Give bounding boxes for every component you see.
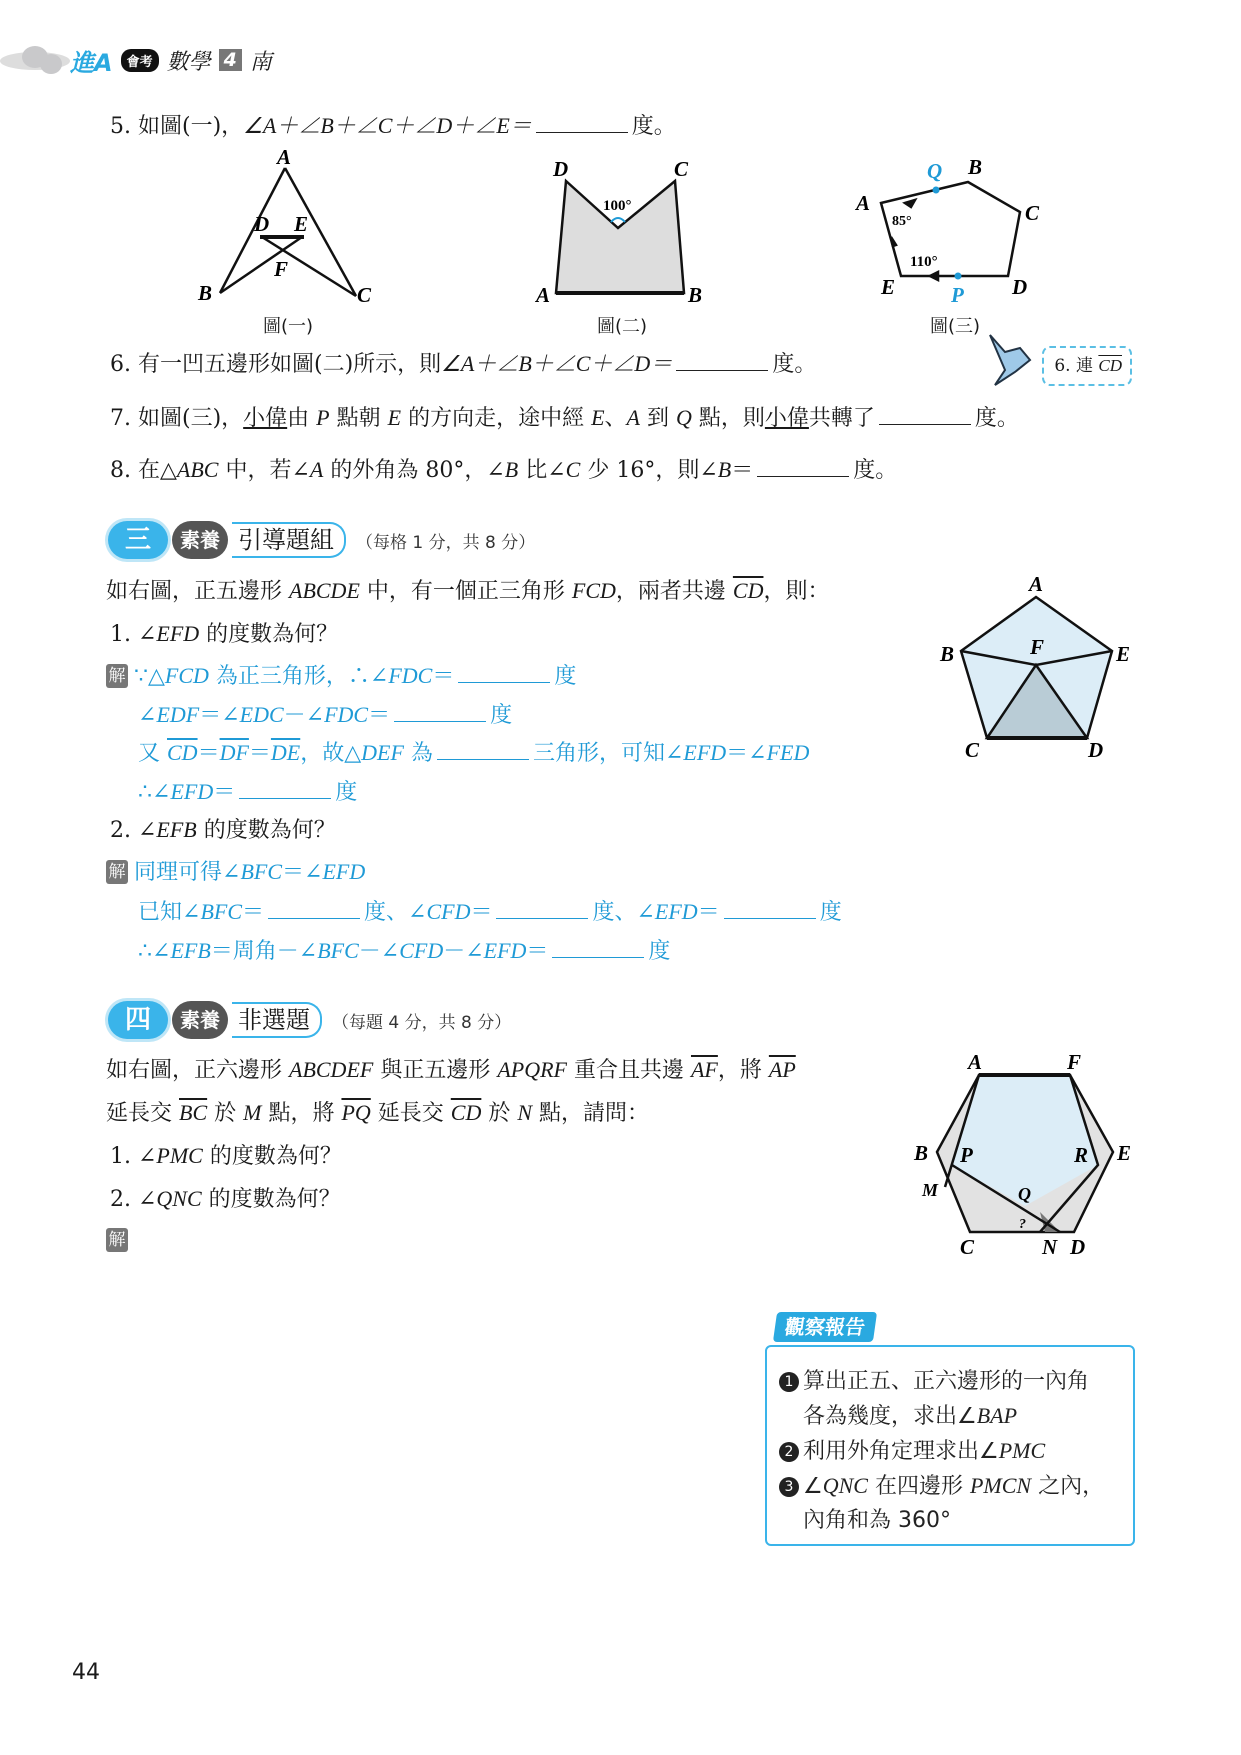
figure-3 xyxy=(881,182,1020,280)
text: 的方向走，途中經 xyxy=(401,406,592,431)
fig2-label-b: B xyxy=(688,283,703,307)
math-text: ∠A＋∠B＋∠C＋∠D＝ xyxy=(441,351,673,376)
logo-sub: 會考 xyxy=(121,49,159,72)
text: 度、∠ xyxy=(592,900,655,925)
question-7 xyxy=(110,402,1019,434)
text: 度 xyxy=(819,900,842,925)
math-text: M xyxy=(243,1100,262,1125)
text: 由 xyxy=(287,406,317,431)
math-text: N xyxy=(517,1100,533,1125)
solution-1-line-1 xyxy=(106,660,576,692)
fig1-label-d: D xyxy=(254,212,270,236)
text: ＝ xyxy=(432,664,455,689)
math-text: FCD xyxy=(164,663,209,688)
math-text: P xyxy=(316,405,330,430)
proper-name: 小偉 xyxy=(764,406,809,431)
text: 6. 有一凹五邊形如圖(二)所示，則 xyxy=(110,352,442,377)
observation-item: 2 利用外角定理求出∠PMC xyxy=(779,1434,1123,1469)
segment-label: $\overline{BC}$ xyxy=(179,1100,208,1125)
answer-blank[interactable] xyxy=(724,896,816,919)
caption-fig1: 圖(一) xyxy=(263,316,314,337)
answer-blank[interactable] xyxy=(676,348,768,371)
section-4-intro-2 xyxy=(106,1098,649,1129)
section-points: （每格 1 分，共 8 分） xyxy=(356,532,536,553)
fig1-label-c: C xyxy=(357,283,372,307)
math-text: EFD xyxy=(683,740,727,765)
hex-label-e: E xyxy=(1117,1141,1132,1165)
text: 算出正五、正六邊形的一內角 xyxy=(803,1369,1090,1394)
math-text: EDF xyxy=(156,702,200,727)
bird-icon xyxy=(985,330,1035,390)
literacy-badge: 素養 xyxy=(172,521,228,559)
hint-6 xyxy=(1042,346,1132,386)
observation-title: 觀察報告 xyxy=(773,1312,877,1342)
solution-1-line-4 xyxy=(138,776,357,808)
section-4-solution xyxy=(106,1226,134,1256)
solution-1-line-3 xyxy=(138,737,809,769)
text: 1. ∠ xyxy=(110,1144,157,1169)
text: 共轉了 xyxy=(808,406,875,431)
text: －∠ xyxy=(358,939,400,964)
caption-fig2: 圖(二) xyxy=(597,316,648,337)
text: 於 xyxy=(481,1101,518,1126)
text: ∴∠ xyxy=(138,939,171,964)
hex-label-n: N xyxy=(1042,1235,1058,1259)
math-text: C xyxy=(565,457,581,482)
fig3-label-b: B xyxy=(968,155,983,179)
fig2-angle: 100° xyxy=(603,198,632,214)
hex-label-q: Q xyxy=(1018,1184,1031,1204)
math-text: ABCDEF xyxy=(289,1057,374,1082)
segment-label: $\overline{CD}$ xyxy=(450,1100,482,1125)
text: 已知∠ xyxy=(138,900,201,925)
solution-2-line-2 xyxy=(138,896,842,928)
fig3-label-p: P xyxy=(951,283,964,307)
text: 度 xyxy=(335,780,358,805)
pent-label-d: D xyxy=(1088,738,1104,762)
text: ＝ xyxy=(470,900,493,925)
math-text: FED xyxy=(766,740,810,765)
question-8 xyxy=(110,454,897,486)
observation-item xyxy=(779,1504,1123,1538)
text: ，則： xyxy=(763,579,830,604)
text: 度。 xyxy=(853,458,898,483)
logo: 進A xyxy=(70,48,113,77)
text: ∠ xyxy=(803,1474,823,1499)
math-text: B xyxy=(717,457,732,482)
section-title: 非選題 xyxy=(232,1002,322,1038)
text: 度。 xyxy=(974,406,1019,431)
answer-blank[interactable] xyxy=(757,454,849,477)
text: 點，請問： xyxy=(532,1101,650,1126)
segment-label: $\overline{PQ}$ xyxy=(341,1100,371,1125)
section-4-question-2 xyxy=(110,1184,341,1215)
point-p xyxy=(955,273,962,280)
text: 如右圖，正五邊形 xyxy=(106,579,289,604)
solution-2-line-3 xyxy=(138,935,670,967)
answer-blank[interactable] xyxy=(268,896,360,919)
text: 度。 xyxy=(772,352,817,377)
fig2-label-a: A xyxy=(536,283,551,307)
text: 於 xyxy=(207,1101,244,1126)
pent-label-a: A xyxy=(1029,572,1044,596)
solution-2-line-1 xyxy=(106,857,365,888)
text: 度 xyxy=(648,939,671,964)
text: 在四邊形 xyxy=(867,1474,970,1499)
text: 三角形，可知∠ xyxy=(532,741,684,766)
text: 內角和為 360° xyxy=(803,1508,951,1533)
text: 中，若∠ xyxy=(218,458,310,483)
fig3-label-q: Q xyxy=(927,159,943,183)
math-text: ∠A＋∠B＋∠C＋∠D＋∠E＝ xyxy=(243,113,532,138)
text: ，故△ xyxy=(300,741,362,766)
hex-unknown-angle: ? xyxy=(1019,1217,1026,1232)
text: 、 xyxy=(604,406,627,431)
segment-label: $\overline{CD}$ xyxy=(1098,356,1122,375)
section-title: 引導題組 xyxy=(232,522,346,558)
hex-label-r: R xyxy=(1074,1143,1089,1167)
text: 重合且共邊 xyxy=(566,1058,691,1083)
text: 的度數為何？ xyxy=(199,622,339,647)
hex-label-f: F xyxy=(1067,1050,1082,1074)
hex-label-c: C xyxy=(960,1235,975,1259)
text: 之內， xyxy=(1031,1474,1105,1499)
section-points: （每題 4 分，共 8 分） xyxy=(332,1012,512,1033)
text: ，兩者共邊 xyxy=(615,579,733,604)
solution-label: 解 xyxy=(106,664,128,688)
math-text: A xyxy=(309,457,324,482)
literacy-badge: 素養 xyxy=(172,1001,228,1039)
hex-label-p: P xyxy=(960,1143,973,1167)
fig1-label-f: F xyxy=(274,257,289,281)
text: ∴∠ xyxy=(138,780,171,805)
math-text: EFD xyxy=(322,859,366,884)
proper-name: 小偉 xyxy=(243,406,288,431)
text: 延長交 xyxy=(106,1101,179,1126)
question-6 xyxy=(110,348,816,380)
pent-label-b: B xyxy=(940,642,955,666)
fig3-angle-e: 110° xyxy=(910,254,938,270)
text: ＝∠ xyxy=(282,860,323,885)
text: 為 xyxy=(403,741,433,766)
pent-label-c: C xyxy=(965,738,980,762)
segment-label: $\overline{DE}$ xyxy=(270,740,301,765)
text: 8. 在△ xyxy=(110,458,177,483)
observation-item xyxy=(779,1399,1123,1434)
segment-label: $\overline{DF}$ xyxy=(219,740,249,765)
answer-blank[interactable] xyxy=(496,896,588,919)
segment-label: $\overline{CD}$ xyxy=(167,740,198,765)
math-text: A xyxy=(626,405,640,430)
answer-blank[interactable] xyxy=(552,935,644,958)
section-3-intro xyxy=(106,576,829,607)
answer-blank[interactable] xyxy=(458,660,550,683)
text: ∠ xyxy=(138,703,157,728)
page-number: 44 xyxy=(72,1660,100,1685)
text: ＝ xyxy=(731,458,754,483)
math-text: FDC xyxy=(388,663,433,688)
fig3-label-a: A xyxy=(856,191,871,215)
text: ＝ xyxy=(368,703,391,728)
solution-label: 解 xyxy=(106,860,128,884)
text: 點，則 xyxy=(691,406,765,431)
math-text: EFD xyxy=(654,899,698,924)
text: 1. ∠ xyxy=(110,622,157,647)
text: ＝ xyxy=(242,900,265,925)
section-4-intro-1 xyxy=(106,1055,796,1086)
text: 度。 xyxy=(631,114,676,139)
math-text: B xyxy=(504,457,519,482)
math-text: E xyxy=(387,405,402,430)
fig3-label-e: E xyxy=(881,275,896,299)
section-number: 四 xyxy=(108,1001,168,1039)
text: ＝ xyxy=(213,780,236,805)
pent-label-f: F xyxy=(1030,635,1045,659)
text: －∠ xyxy=(283,703,325,728)
math-text: DEF xyxy=(361,740,404,765)
section-3-header xyxy=(108,520,535,560)
hex-label-a: A xyxy=(968,1050,983,1074)
fig3-angle-a: 85° xyxy=(892,214,912,229)
segment-label: $\overline{CD}$ xyxy=(732,578,764,603)
text: ＝ xyxy=(248,741,271,766)
text: ＝ xyxy=(697,900,720,925)
math-text: EFD xyxy=(170,779,214,804)
text: 利用外角定理求出∠ xyxy=(803,1439,999,1464)
text: 少 16°，則∠ xyxy=(580,458,718,483)
text: 中，有一個正三角形 xyxy=(359,579,572,604)
math-text: EDC xyxy=(239,702,284,727)
math-text: QNC xyxy=(822,1473,868,1498)
math-text: PMC xyxy=(998,1438,1046,1463)
text: 度 xyxy=(554,664,577,689)
math-text: Q xyxy=(676,405,692,430)
text: 7. 如圖(三)， xyxy=(110,406,244,431)
volume: 4 xyxy=(219,49,242,71)
text: 如右圖，正六邊形 xyxy=(106,1058,289,1083)
text: 點，將 xyxy=(261,1101,342,1126)
caption-fig3: 圖(三) xyxy=(930,316,981,337)
text: 度 xyxy=(490,703,513,728)
fig3-label-d: D xyxy=(1012,275,1028,299)
text: 與正五邊形 xyxy=(373,1058,498,1083)
text: 度、∠ xyxy=(364,900,427,925)
text: 2. ∠ xyxy=(110,1187,157,1212)
text: 各為幾度，求出∠ xyxy=(803,1404,977,1429)
fig2-label-c: C xyxy=(674,157,689,181)
hex-label-b: B xyxy=(914,1141,929,1165)
section-3-question-1 xyxy=(110,619,338,650)
observation-box xyxy=(765,1345,1135,1546)
math-text: EFB xyxy=(170,938,211,963)
fig2-label-d: D xyxy=(553,157,569,181)
text: 的度數為何？ xyxy=(196,818,336,843)
text: ＝周角－∠ xyxy=(210,939,318,964)
math-text: PMCN xyxy=(969,1473,1032,1498)
text: 點朝 xyxy=(329,406,388,431)
text: 為正三角形，∴∠ xyxy=(208,664,389,689)
hexagon-figure xyxy=(900,1050,1140,1260)
math-text: CFD xyxy=(426,899,471,924)
text: ＝ xyxy=(526,939,549,964)
text: 比∠ xyxy=(518,458,566,483)
math-text: BFC xyxy=(317,938,359,963)
fig1-label-b: B xyxy=(198,281,213,305)
math-text: EFD xyxy=(483,938,527,963)
point-q xyxy=(933,187,940,194)
pent-label-e: E xyxy=(1116,642,1131,666)
text: 的外角為 80°，∠ xyxy=(323,458,505,483)
math-text: ABCDE xyxy=(289,578,360,603)
publisher: 南 xyxy=(249,49,272,75)
solution-label: 解 xyxy=(106,1228,128,1252)
hex-label-m: M xyxy=(922,1180,939,1200)
fig1-label-a: A xyxy=(277,145,292,169)
answer-blank[interactable] xyxy=(437,737,529,760)
fig3-label-c: C xyxy=(1025,201,1040,225)
text: ＝∠ xyxy=(726,741,767,766)
segment-label: $\overline{AP}$ xyxy=(768,1057,796,1082)
hex-label-d: D xyxy=(1070,1235,1086,1259)
observation-item: 3 ∠QNC 在四邊形 PMCN 之內， xyxy=(779,1469,1123,1504)
text: 延長交 xyxy=(370,1101,451,1126)
text: 6. 連 xyxy=(1054,356,1099,376)
solution-1-line-2 xyxy=(138,699,512,731)
math-text: BFC xyxy=(200,899,242,924)
text: －∠ xyxy=(443,939,484,964)
subject: 數學 xyxy=(166,49,211,75)
math-text: ABC xyxy=(176,457,219,482)
math-text: FDC xyxy=(324,702,369,727)
observation-item: 1 算出正五、正六邊形的一內角 xyxy=(779,1365,1123,1399)
fig1-label-e: E xyxy=(294,212,309,236)
text: 的度數為何？ xyxy=(202,1144,342,1169)
figures-row xyxy=(0,0,1241,340)
text: 又 xyxy=(138,741,167,766)
text: ＝ xyxy=(197,741,220,766)
text: ∵△ xyxy=(134,664,165,689)
text: 到 xyxy=(640,406,676,431)
pentagon-figure xyxy=(930,570,1140,770)
math-text: APQRF xyxy=(497,1057,567,1082)
math-text: PMC xyxy=(156,1143,203,1168)
math-text: QNC xyxy=(156,1186,202,1211)
math-text: E xyxy=(591,405,605,430)
text: ＝∠ xyxy=(199,703,240,728)
text: 2. ∠ xyxy=(110,818,157,843)
math-text: EFD xyxy=(156,621,200,646)
segment-label: $\overline{AF}$ xyxy=(690,1057,718,1082)
text: 的度數為何？ xyxy=(201,1187,341,1212)
answer-blank[interactable] xyxy=(239,776,331,799)
section-4-header xyxy=(108,1000,511,1040)
answer-blank[interactable] xyxy=(394,699,486,722)
text: 同理可得∠ xyxy=(134,860,241,885)
section-3-question-2 xyxy=(110,815,336,846)
answer-blank[interactable] xyxy=(879,402,971,425)
math-text: EFB xyxy=(156,817,197,842)
math-text: BAP xyxy=(976,1403,1018,1428)
math-text: BFC xyxy=(240,859,282,884)
section-4-question-1 xyxy=(110,1141,342,1172)
text: ，將 xyxy=(717,1058,769,1083)
math-text: FCD xyxy=(571,578,616,603)
section-number: 三 xyxy=(108,521,168,559)
text: 5. 如圖(一)， xyxy=(110,114,244,139)
math-text: CFD xyxy=(399,938,444,963)
